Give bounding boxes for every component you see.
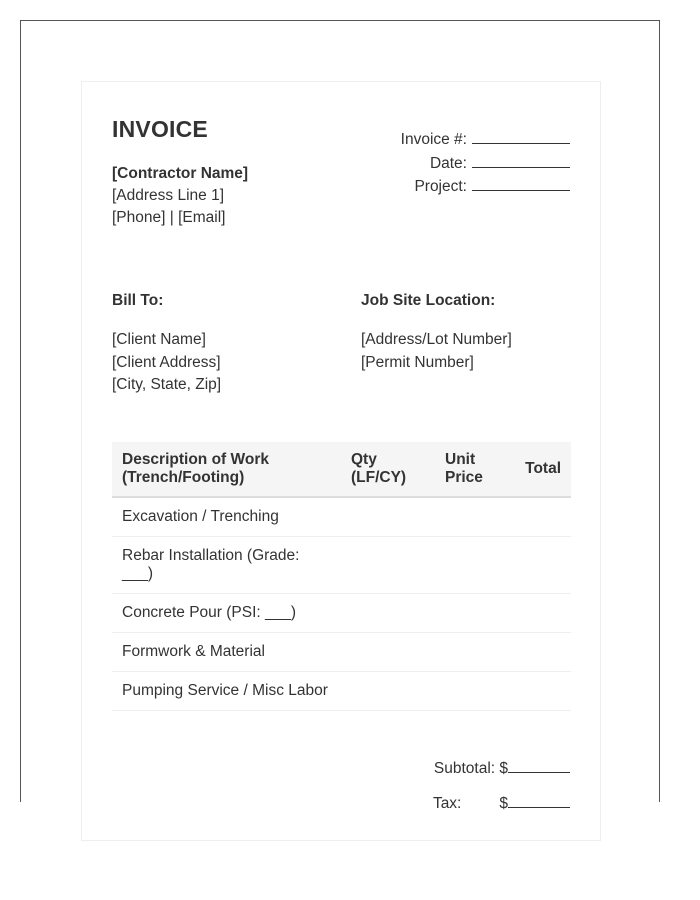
permit-number: [Permit Number] xyxy=(361,353,474,371)
invoice-title: INVOICE xyxy=(112,116,208,142)
table-row xyxy=(112,497,571,537)
job-site-section xyxy=(361,292,512,374)
subtotal-label: Subtotal: $ xyxy=(433,760,508,777)
row-qty xyxy=(341,672,435,711)
client-address: [Client Address] xyxy=(112,353,221,371)
invoice-page xyxy=(81,81,601,841)
date-row xyxy=(401,152,570,176)
project-blank xyxy=(472,175,570,191)
job-site-heading: Job Site Location: xyxy=(361,292,496,309)
header-qty: Qty (LF/CY) xyxy=(341,442,435,497)
row-unit-price xyxy=(435,594,514,633)
date-blank xyxy=(472,152,570,168)
table-row xyxy=(112,672,571,711)
row-qty xyxy=(341,633,435,672)
document-frame xyxy=(20,20,660,812)
row-total xyxy=(514,497,571,537)
row-unit-price xyxy=(435,633,514,672)
tax-blank xyxy=(508,792,570,808)
header-unit-price: Unit Price xyxy=(435,442,514,497)
invoice-number-blank xyxy=(472,128,570,144)
bill-to-section xyxy=(112,292,221,397)
invoice-number-row xyxy=(401,128,570,152)
client-name: [Client Name] xyxy=(112,331,206,348)
job-site-address: [Address/Lot Number] xyxy=(361,331,512,348)
tax-currency: $ xyxy=(499,795,508,812)
invoice-summary xyxy=(433,757,570,827)
row-description: Excavation / Trenching xyxy=(112,497,341,537)
contractor-name: [Contractor Name] xyxy=(112,165,249,182)
row-description: Concrete Pour (PSI: ___) xyxy=(112,594,341,633)
row-description: Rebar Installation (Grade: ___) xyxy=(112,537,341,594)
row-qty xyxy=(341,594,435,633)
row-description: Pumping Service / Misc Labor xyxy=(112,672,341,711)
header-total: Total xyxy=(514,442,571,497)
contractor-address: [Address Line 1] xyxy=(112,187,225,204)
table-header-row xyxy=(112,442,571,497)
row-qty xyxy=(341,537,435,594)
row-qty xyxy=(341,497,435,537)
date-label: Date: xyxy=(429,154,467,172)
client-city-state-zip: [City, State, Zip] xyxy=(112,376,222,393)
row-total xyxy=(514,672,571,711)
project-row xyxy=(401,175,570,199)
bill-to-heading: Bill To: xyxy=(112,292,164,309)
row-unit-price xyxy=(435,497,514,537)
row-unit-price xyxy=(435,537,514,594)
contractor-contact: [Phone] | [Email] xyxy=(112,209,226,226)
project-label: Project: xyxy=(414,178,467,195)
tax-label: Tax: xyxy=(432,795,462,812)
header-description: Description of Work (Trench/Footing) xyxy=(112,442,341,497)
line-items-table xyxy=(112,442,571,711)
table-row xyxy=(112,594,571,633)
invoice-number-label: Invoice #: xyxy=(400,131,467,148)
row-description: Formwork & Material xyxy=(112,633,341,672)
table-row xyxy=(112,633,571,672)
row-total xyxy=(514,633,571,672)
invoice-meta xyxy=(401,128,570,199)
row-total xyxy=(514,537,571,594)
row-unit-price xyxy=(435,672,514,711)
contractor-info xyxy=(112,163,248,229)
subtotal-blank xyxy=(508,757,570,773)
row-total xyxy=(514,594,571,633)
tax-row xyxy=(433,792,570,813)
table-row xyxy=(112,537,571,594)
subtotal-row xyxy=(433,757,570,778)
